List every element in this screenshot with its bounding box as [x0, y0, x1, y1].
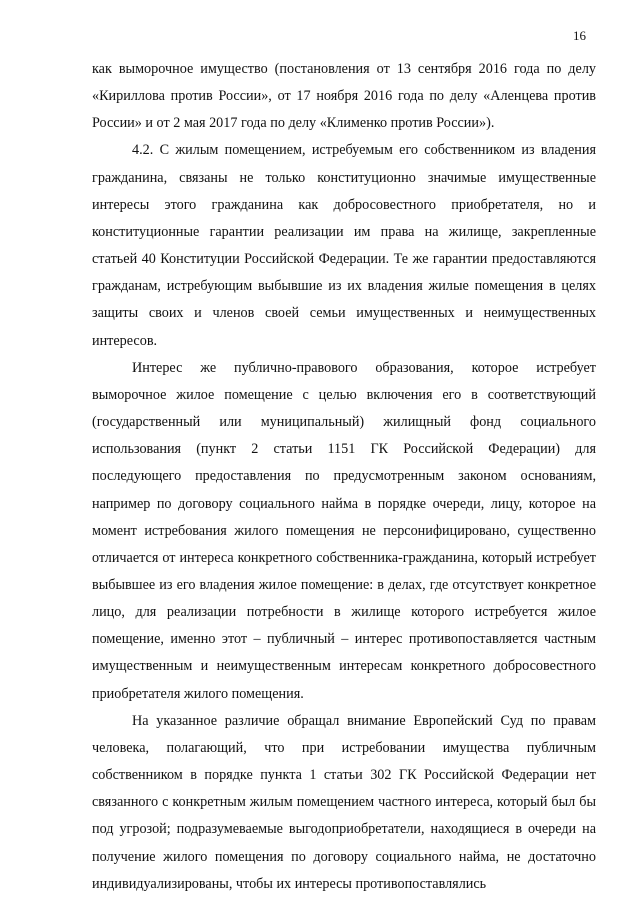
paragraph-echr-reference: На указанное различие обращал внимание Европейский Суд по правам человека, полагающий, что при истребовании имущества публичным собственником в порядке пункта 1 статьи 302 ГК Российской Федерации нет связанного с конкретным жилым помещением частного интереса, который был бы под угрозой; подразумеваемые выгодоприобретатели, находящиеся в очереди на получение жилого помещения по договору социального найма, не достаточно индивидуализированы, чтобы их интересы противопоставлялись	[92, 712, 596, 892]
document-body	[92, 56, 596, 898]
paragraph-continuation: как выморочное имущество (постановления от 13 сентября 2016 года по делу «Кириллова против России», от 17 ноября 2016 года по делу «Аленцева против России» и от 2 мая 2017 года по делу «Клименко против России»).	[92, 61, 596, 132]
paragraph-4-2: 4.2. С жилым помещением, истребуемым его собственником из владения гражданина, связаны не только конституционно значимые имущественные интересы этого гражданина как добросовестного приобретателя, но и конституционные гарантии реализации им права на жилище, закрепленные статьей 40 Конституции Российской Федерации. Те же гарантии предоставляются гражданам, истребующим выбывшие из их владения жилые помещения в целях защиты своих и членов своей семьи имущественных и неимущественных интересов.	[92, 142, 596, 349]
page-number: 16	[573, 28, 586, 43]
paragraph-public-interest: Интерес же публично-правового образования, которое истребует выморочное жилое помещение с целью включения его в соответствующий (государственный или муниципальный) жилищный фонд социального использования (пункт 2 статьи 1151 ГК Российской Федерации) для последующего предоставления по предусмотренным законом основаниям, например по договору социального найма в порядке очереди, лицу, которое на момент истребования жилого помещения не персонифицировано, существенно отличается от интереса конкретного собственника-гражданина, который истребует выбывшее из его владения жилое помещение: в делах, где отсутствует конкретное лицо, для реализации потребности в жилище которого истребуется жилое помещение, именно этот – публичный – интерес противопоставляется частным имущественным и неимущественным интересам конкретного добросовестного приобретателя жилого помещения.	[92, 359, 596, 702]
